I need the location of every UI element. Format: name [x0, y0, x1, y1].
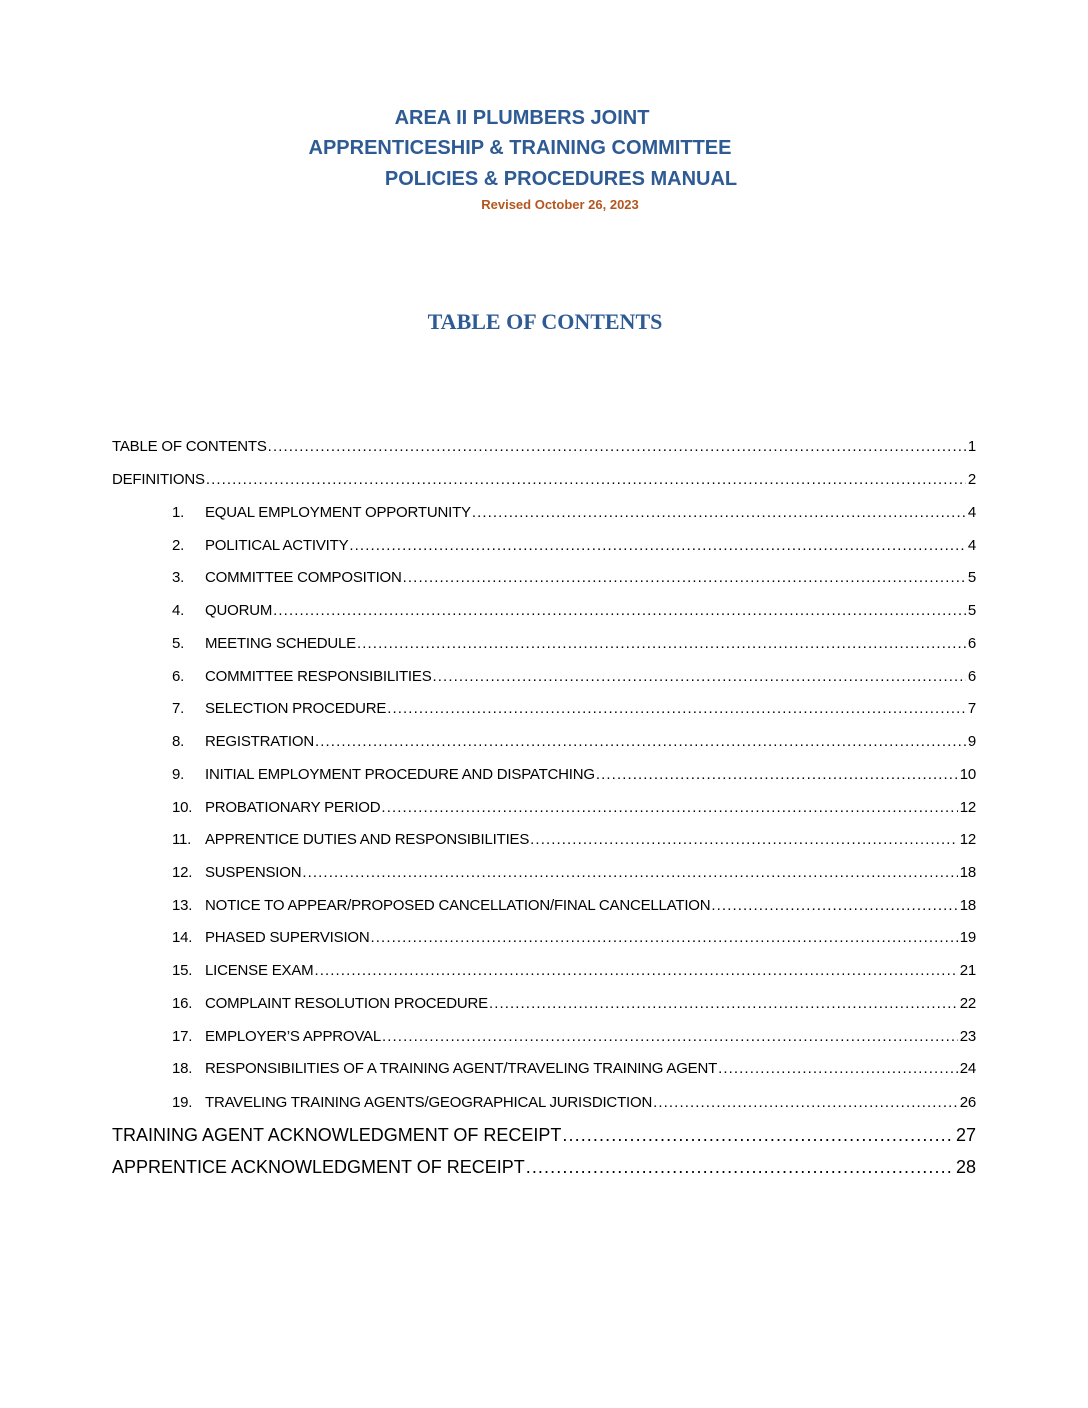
- toc-entry-number: 10.: [172, 799, 193, 816]
- toc-dot-leader: [315, 733, 966, 750]
- toc-entry-title: RESPONSIBILITIES OF A TRAINING AGENT/TRAVELING TRAINING AGENT: [205, 1060, 718, 1077]
- toc-entry[interactable]: [172, 929, 976, 951]
- toc-entry-number: 5.: [172, 635, 185, 652]
- toc-entry-title: COMMITTEE RESPONSIBILITIES: [205, 668, 432, 685]
- toc-entry-number: 13.: [172, 897, 193, 914]
- toc-entry-page: 9: [967, 733, 976, 750]
- toc-entry[interactable]: [172, 504, 976, 526]
- toc-dot-leader: [349, 537, 965, 554]
- toc-entry-page: 6: [967, 635, 976, 652]
- toc-entry-page: 5: [967, 602, 976, 619]
- toc-entry-page: 4: [967, 537, 976, 554]
- toc-entry-number: 3.: [172, 569, 185, 586]
- toc-entry[interactable]: [172, 799, 976, 821]
- toc-entry-title: MEETING SCHEDULE: [205, 635, 356, 652]
- toc-entry[interactable]: [172, 700, 976, 722]
- toc-dot-leader: [711, 897, 957, 914]
- toc-dot-leader: [653, 1094, 958, 1111]
- toc-entry-page: 18: [959, 897, 976, 914]
- toc-entry-page: 27: [955, 1125, 976, 1145]
- toc-entry-title: NOTICE TO APPEAR/PROPOSED CANCELLATION/FINAL CANCELLATION: [205, 897, 711, 914]
- toc-entry[interactable]: [172, 668, 976, 690]
- toc-entry-title: EMPLOYER’S APPROVAL: [205, 1028, 381, 1045]
- toc-entry-title: DEFINITIONS: [112, 471, 205, 488]
- toc-entry-page: 2: [967, 471, 976, 488]
- toc-entry-page: 1: [967, 438, 976, 455]
- toc-entry-title: INITIAL EMPLOYMENT PROCEDURE AND DISPATCHING: [205, 766, 595, 783]
- toc-heading: TABLE OF CONTENTS: [427, 309, 663, 334]
- toc-entry-title: APPRENTICE ACKNOWLEDGMENT OF RECEIPT: [112, 1157, 525, 1177]
- toc-entry-title: COMPLAINT RESOLUTION PROCEDURE: [205, 995, 488, 1012]
- toc-entry-page: 22: [959, 995, 976, 1012]
- toc-entry-page: 10: [959, 766, 976, 783]
- toc-entry[interactable]: [172, 864, 976, 886]
- organization-title: AREA II PLUMBERS JOINT: [394, 107, 650, 129]
- toc-entry[interactable]: [172, 995, 976, 1017]
- toc-entry-number: 16.: [172, 995, 193, 1012]
- toc-entry[interactable]: [172, 831, 976, 853]
- toc-entry-page: 12: [959, 831, 976, 848]
- toc-dot-leader: [314, 962, 957, 979]
- toc-entry[interactable]: [112, 471, 976, 493]
- toc-entry-number: 17.: [172, 1028, 193, 1045]
- toc-entry[interactable]: [172, 635, 976, 657]
- toc-dot-leader: [472, 504, 966, 521]
- toc-entry[interactable]: [112, 1125, 976, 1147]
- toc-entry-title: COMMITTEE COMPOSITION: [205, 569, 402, 586]
- toc-entry[interactable]: [172, 537, 976, 559]
- toc-entry-page: 5: [967, 569, 976, 586]
- revision-date: Revised October 26, 2023: [481, 197, 639, 212]
- toc-dot-leader: [302, 864, 957, 881]
- toc-entry-page: 26: [959, 1094, 976, 1111]
- toc-entry[interactable]: [172, 897, 976, 919]
- toc-entry-page: 18: [959, 864, 976, 881]
- toc-entry[interactable]: [172, 733, 976, 755]
- toc-entry-page: 23: [959, 1028, 976, 1045]
- toc-entry-page: 28: [955, 1157, 976, 1177]
- toc-entry-number: 11.: [172, 831, 192, 848]
- toc-dot-leader: [268, 438, 966, 455]
- toc-entry[interactable]: [172, 766, 976, 788]
- toc-entry-number: 18.: [172, 1060, 193, 1077]
- toc-entry-title: POLITICAL ACTIVITY: [205, 537, 349, 554]
- toc-dot-leader: [489, 995, 958, 1012]
- toc-dot-leader: [273, 602, 966, 619]
- committee-title: APPRENTICESHIP & TRAINING COMMITTEE: [308, 137, 732, 159]
- toc-entry-title: PHASED SUPERVISION: [205, 929, 370, 946]
- toc-dot-leader: [371, 929, 958, 946]
- toc-entry-number: 19.: [172, 1094, 193, 1111]
- toc-entry-title: TRAVELING TRAINING AGENTS/GEOGRAPHICAL JURISDICTION: [205, 1094, 653, 1111]
- toc-entry-title: LICENSE EXAM: [205, 962, 314, 979]
- toc-entry-page: 7: [967, 700, 976, 717]
- toc-entry-number: 7.: [172, 700, 185, 717]
- toc-entry-title: QUORUM: [205, 602, 273, 619]
- toc-dot-leader: [562, 1125, 954, 1146]
- toc-entry-page: 4: [967, 504, 976, 521]
- toc-entry[interactable]: [172, 602, 976, 624]
- toc-entry-title: EQUAL EMPLOYMENT OPPORTUNITY: [205, 504, 471, 521]
- toc-entry-title: SUSPENSION: [205, 864, 302, 881]
- toc-entry-page: 24: [959, 1060, 976, 1077]
- toc-entry[interactable]: [112, 438, 976, 460]
- toc-entry-title: REGISTRATION: [205, 733, 314, 750]
- toc-dot-leader: [530, 831, 958, 848]
- toc-entry-number: 14.: [172, 929, 193, 946]
- toc-entry-number: 1.: [172, 504, 185, 521]
- manual-title: POLICIES & PROCEDURES MANUAL: [384, 168, 738, 190]
- toc-entry-number: 4.: [172, 602, 185, 619]
- toc-dot-leader: [403, 569, 966, 586]
- toc-entry-page: 21: [959, 962, 976, 979]
- toc-entry-number: 12.: [172, 864, 193, 881]
- toc-entry-title: APPRENTICE DUTIES AND RESPONSIBILITIES: [205, 831, 530, 848]
- toc-entry-title: PROBATIONARY PERIOD: [205, 799, 381, 816]
- toc-entry-number: 6.: [172, 668, 185, 685]
- toc-entry[interactable]: [172, 962, 976, 984]
- toc-entry-page: 12: [959, 799, 976, 816]
- toc-entry[interactable]: [112, 1157, 976, 1179]
- toc-dot-leader: [381, 799, 957, 816]
- toc-dot-leader: [596, 766, 958, 783]
- toc-dot-leader: [387, 700, 966, 717]
- toc-entry-title: SELECTION PROCEDURE: [205, 700, 387, 717]
- toc-dot-leader: [382, 1028, 958, 1045]
- toc-entry-page: 19: [959, 929, 976, 946]
- toc-dot-leader: [526, 1157, 954, 1178]
- toc-entry-page: 6: [967, 668, 976, 685]
- toc-entry-number: 15.: [172, 962, 193, 979]
- toc-entry-title: TRAINING AGENT ACKNOWLEDGMENT OF RECEIPT: [112, 1125, 562, 1145]
- toc-dot-leader: [357, 635, 966, 652]
- toc-entry-title: TABLE OF CONTENTS: [112, 438, 267, 455]
- toc-dot-leader: [433, 668, 966, 685]
- toc-dot-leader: [718, 1060, 958, 1077]
- toc-entry[interactable]: [172, 569, 976, 591]
- toc-entry-number: 2.: [172, 537, 185, 554]
- toc-dot-leader: [206, 471, 966, 488]
- toc-entry-number: 8.: [172, 733, 185, 750]
- toc-entry[interactable]: [172, 1060, 976, 1082]
- toc-entry-number: 9.: [172, 766, 185, 783]
- toc-entry[interactable]: [172, 1094, 976, 1116]
- toc-entry[interactable]: [172, 1028, 976, 1050]
